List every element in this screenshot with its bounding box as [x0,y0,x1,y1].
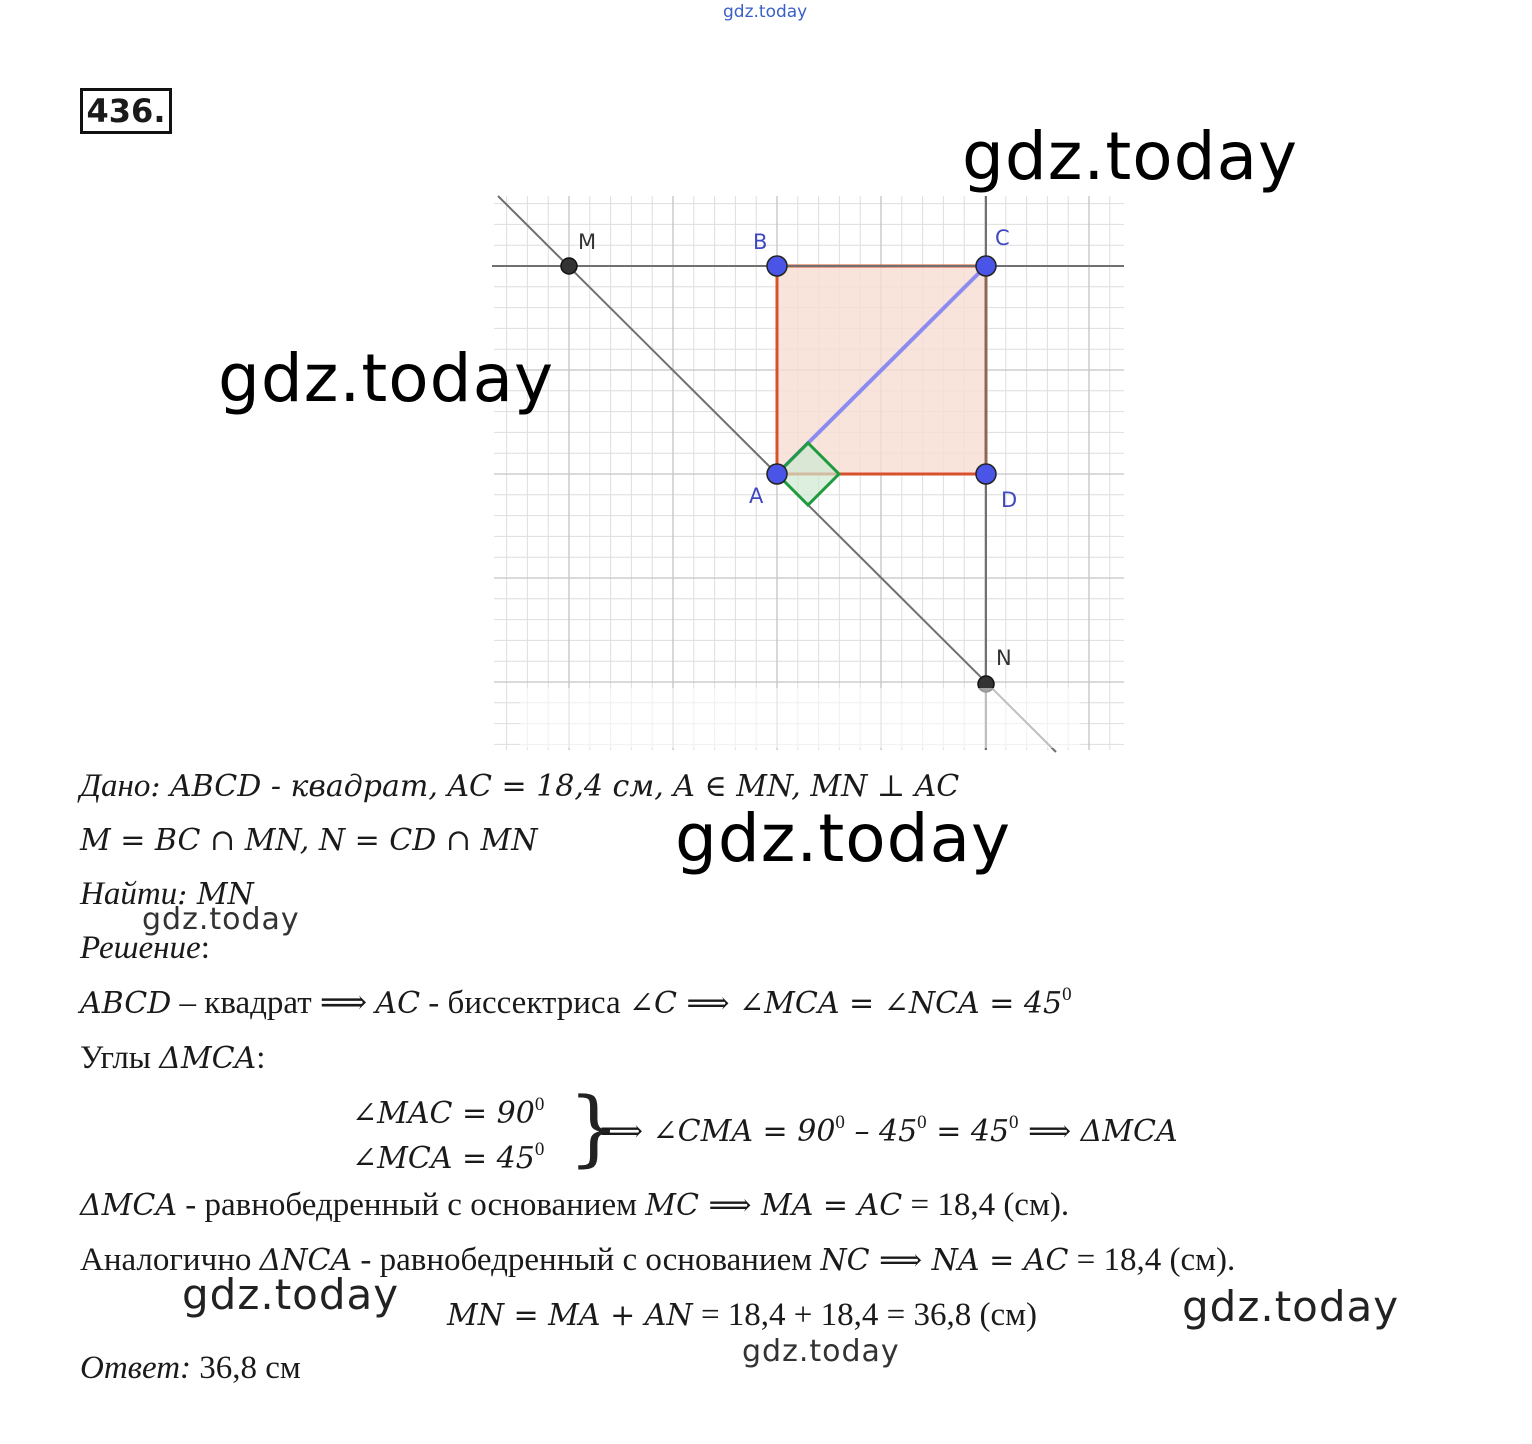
system-brace: } [568,1081,621,1176]
point-d [976,464,996,484]
iso2-e: = 18,4 (см). [1068,1242,1236,1278]
angles-colon: : [256,1040,266,1076]
math-angles: ∠C ⟹ ∠MCA = ∠NCA = 45 [628,986,1063,1021]
find-label: Найти [80,876,178,912]
sys-res-a: ⟹ ∠CMA = 90 [600,1114,836,1149]
system-line-2 [352,1138,544,1179]
task-number: 436. [80,88,172,134]
label-b: B [753,230,768,254]
watermark-top: gdz.today [723,2,808,22]
sys-res-c: = 45 [926,1114,1010,1149]
iso1-b: - равнобедренный с основанием [177,1187,646,1223]
label-c: C [995,226,1010,250]
label-d: D [1001,488,1018,512]
system-result [600,1111,1178,1152]
label-m: M [578,230,597,254]
math-ac: AC [375,986,421,1021]
iso1-a: ΔMCA [80,1188,178,1223]
degree-sup: 0 [1062,984,1072,1005]
sys-res-sup1: 0 [835,1112,845,1133]
watermark-small-2: gdz.today [742,1334,900,1369]
result-b: = 18,4 + 18,4 = 36,8 (см) [692,1297,1038,1333]
text-square: – квадрат ⟹ [171,985,376,1021]
given-label: Дано [80,768,151,804]
figure-fade [520,688,1080,748]
system-eq-2: ∠MCA = 45 [352,1141,535,1176]
given-line-2 [80,820,537,861]
point-a [767,464,787,484]
math-abcd: ABCD [80,986,172,1021]
angles-line [80,1038,265,1079]
sys-res-b: – 45 [844,1114,918,1149]
watermark-small-1: gdz.today [142,902,300,937]
iso2-c: - равнобедренный с основанием [352,1242,821,1278]
solution-heading [80,928,210,968]
iso2-a: Аналогично [80,1242,260,1278]
iso1-c: MC ⟹ MA = AC [645,1188,903,1223]
find-value: : MN [177,877,254,912]
sys-res-d: ⟹ ΔMCA [1018,1114,1178,1149]
isosceles-line-1 [80,1185,1069,1226]
system-eq-1: ∠MAC = 90 [352,1096,535,1131]
result-a: MN = MA + AN [447,1298,693,1333]
system-line-1 [352,1093,544,1134]
solution-label: Решение [80,930,201,966]
iso1-d: = 18,4 (см). [902,1187,1070,1223]
given-text-1: : ABCD - квадрат, AC = 18,4 см, A ∈ MN, MN ⊥ AC [150,769,960,804]
point-c [976,256,996,276]
point-m [561,258,577,274]
result-line [447,1295,1037,1336]
point-b [767,256,787,276]
watermark-big-1: gdz.today [962,118,1299,195]
given-text-2: M = BC ∩ MN, N = CD ∩ MN [80,823,538,858]
system-sup-1: 0 [534,1094,545,1115]
watermark-big-2: gdz.today [218,340,555,417]
sys-res-sup2: 0 [917,1112,927,1133]
solution-line-1 [80,983,1072,1024]
answer-line [80,1348,301,1388]
iso2-b: ΔNCA [259,1243,353,1278]
geometry-figure [490,190,1130,760]
watermark-big-3: gdz.today [675,800,1012,877]
system-sup-2: 0 [534,1139,545,1160]
answer-label: Ответ: [80,1350,192,1386]
label-a: A [749,484,764,508]
answer-value: 36,8 см [191,1350,301,1386]
angles-label: Углы [80,1040,160,1076]
angles-triangle: ΔMCA [159,1041,257,1076]
text-bisector: - биссектриса [420,985,629,1021]
watermark-mid-2: gdz.today [1182,1282,1400,1331]
watermark-mid-1: gdz.today [182,1270,400,1319]
sys-res-sup3: 0 [1009,1112,1019,1133]
iso2-d: NC ⟹ NA = AC [820,1243,1069,1278]
label-n: N [996,646,1012,670]
solution-colon: : [200,930,210,966]
